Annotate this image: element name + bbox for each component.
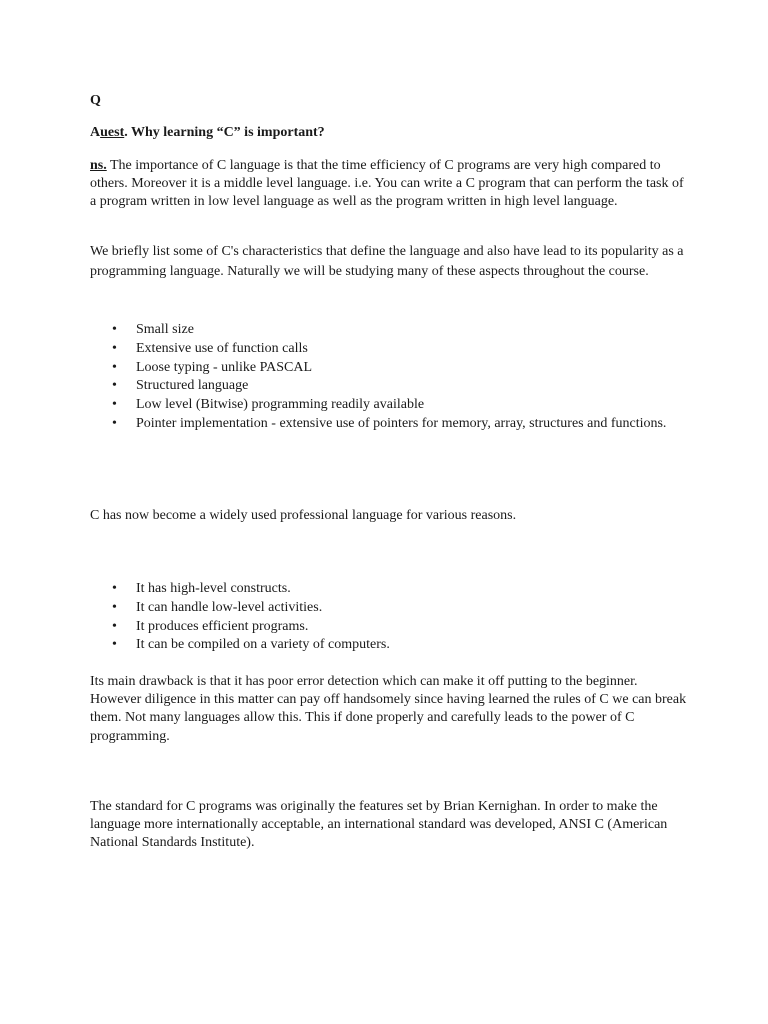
list-item-text: It can be compiled on a variety of computers. bbox=[136, 637, 390, 653]
list-item-text: Pointer implementation - extensive use of pointers for memory, array, structures and functions. bbox=[136, 415, 667, 431]
list-item bbox=[112, 359, 682, 378]
list-item bbox=[112, 321, 682, 340]
bullet-icon: • bbox=[112, 378, 117, 394]
question-prefix-a: A bbox=[90, 125, 101, 140]
list-item bbox=[112, 618, 682, 637]
question-heading bbox=[90, 124, 690, 142]
list-item-text: Structured language bbox=[136, 378, 249, 394]
bullet-icon: • bbox=[112, 599, 117, 615]
bullet-icon: • bbox=[112, 415, 117, 431]
list-item bbox=[112, 396, 682, 415]
bullet-icon: • bbox=[112, 322, 117, 337]
list-item bbox=[112, 340, 682, 359]
list-item-text: Loose typing - unlike PASCAL bbox=[136, 359, 313, 375]
drawback-paragraph: Its main drawback is that it has poor error detection which can make it off putting to the beginner. However diligence in this matter can pay off handsomely since having learned the rules of C we can break them. Not many languages allow this. This if done properly and carefully leads to the power of C programming. bbox=[90, 674, 687, 744]
answer-text: The importance of C language is that the time efficiency of C programs are very high compared to others. Moreover it is a middle level language. i.e. You can write a C program that can perform the task of a program written in low level language as well as the program written in high level language. bbox=[90, 158, 684, 210]
reasons-list bbox=[112, 580, 682, 655]
list-item bbox=[112, 636, 682, 655]
answer-prefix: ns. bbox=[90, 158, 107, 173]
standard-paragraph: The standard for C programs was originally the features set by Brian Kernighan. In order to make the language more internationally acceptable, an international standard was developed, ANSI C (American National Standards Institute). bbox=[90, 799, 668, 851]
characteristics-list bbox=[112, 321, 682, 434]
list-item-text: It has high-level constructs. bbox=[136, 581, 291, 596]
list-item-text: It can handle low-level activities. bbox=[136, 599, 323, 615]
list-item bbox=[112, 415, 682, 434]
characteristics-intro-paragraph: We briefly list some of C's characteristics that define the language and also have lead to its popularity as a programming language. Naturally we will be studying many of these aspects throughout the course. bbox=[90, 244, 684, 279]
bullet-icon: • bbox=[112, 581, 117, 596]
list-item-text: Low level (Bitwise) programming readily available bbox=[136, 397, 425, 413]
list-item bbox=[112, 580, 682, 599]
bullet-icon: • bbox=[112, 637, 117, 653]
list-item-text: Extensive use of function calls bbox=[136, 340, 308, 356]
bullet-icon: • bbox=[112, 618, 117, 634]
bullet-icon: • bbox=[112, 340, 117, 356]
question-text: . Why learning “C” is important? bbox=[124, 125, 325, 140]
bullet-icon: • bbox=[112, 359, 117, 375]
reasons-intro-paragraph: C has now become a widely used professional language for various reasons. bbox=[90, 508, 517, 523]
list-item bbox=[112, 377, 682, 396]
list-item bbox=[112, 599, 682, 618]
question-marker: Q bbox=[90, 93, 101, 108]
bullet-icon: • bbox=[112, 397, 117, 413]
list-item-text: Small size bbox=[136, 322, 194, 337]
answer-paragraph bbox=[90, 157, 690, 212]
list-item-text: It produces efficient programs. bbox=[136, 618, 309, 634]
question-prefix-uest: uest bbox=[100, 125, 125, 140]
